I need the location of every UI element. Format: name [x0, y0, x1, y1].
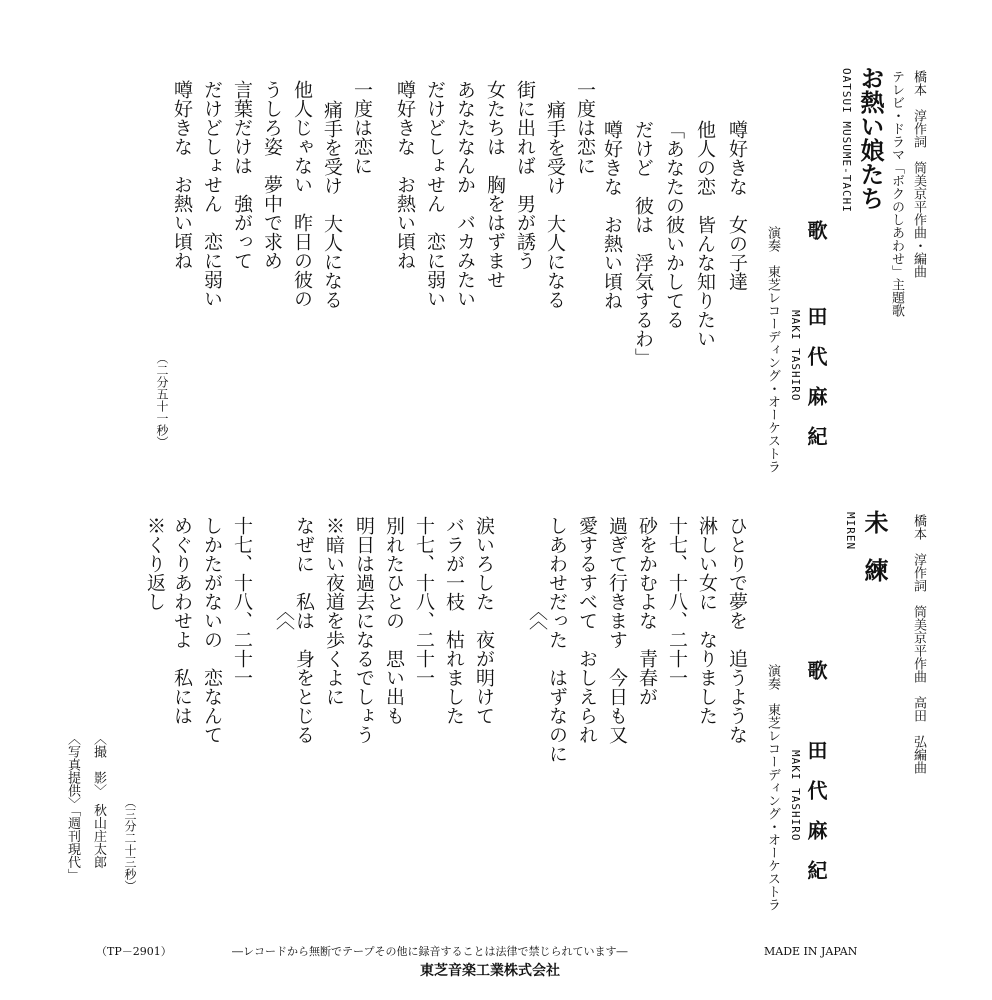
song1-lyric-line: うしろ姿 夢中で求め: [261, 80, 283, 270]
song2-lyric-line: 砂をかむよな 青春が: [636, 516, 658, 706]
song1-lyric-line: だけどしょせん 恋に弱い: [424, 80, 446, 308]
song2-repeat-mark: 〈〈: [526, 516, 548, 630]
song2-repeat-mark: 〈〈: [273, 516, 295, 630]
song1-orchestra: 演奏 東芝レコーディング・オーケストラ: [765, 226, 780, 473]
song2-lyric-line: 過ぎて行きます 今日も又: [606, 516, 628, 744]
song2-lyric-line: バラが一枝 枯れました: [443, 516, 465, 725]
song2-title: 未 練: [860, 510, 889, 582]
song1-lyric-line: 他人じゃない 昨日の彼の: [291, 80, 313, 308]
song2-lyric-line: 別れたひとの 思い出も: [383, 516, 405, 725]
song2-lyric-line: 涙いろした 夜が明けて: [473, 516, 495, 725]
song2-singer-name: 田 代 麻 紀: [804, 740, 828, 880]
song1-lyric-line: 女たちは 胸をはずませ: [484, 80, 506, 289]
song2-credit: 橋本 淳作詞 筒美京平作曲 高田 弘編曲: [911, 514, 926, 774]
song2-lyric-line: ※くり返し: [144, 516, 166, 611]
catalog-number: （TP－2901）: [96, 945, 172, 958]
photo-provider-credit: 〈写真提供〉「週刊現代」: [65, 732, 80, 882]
song1-lyric-line: 噂好きな お熱い頃ね: [394, 80, 416, 270]
song1-title: お熱い娘たち: [856, 66, 885, 210]
song1-singer-name: 田 代 麻 紀: [804, 306, 828, 446]
song1-singer-roman: MAKI TASHIRO: [789, 310, 802, 402]
song1-duration: （二分五十一秒）: [155, 352, 169, 448]
song2-orchestra: 演奏 東芝レコーディング・オーケストラ: [765, 664, 780, 911]
song1-lyric-line: 痛手を受け 大人になる: [321, 100, 343, 309]
company-name: 東芝音楽工業株式会社: [420, 963, 560, 979]
song2-lyric-line: なぜに 私は 身をとじる: [293, 516, 315, 744]
song1-singer-label: 歌: [804, 220, 828, 240]
song1-credit-line2: テレビ・ドラマ「ボクのしあわせ」主題歌: [889, 70, 904, 317]
song1-lyric-line: 一度は恋に: [351, 80, 373, 175]
song1-lyric-line: 街に出れば 男が誘う: [514, 80, 536, 270]
song2-lyric-line: 十七、十八、二十一: [413, 516, 435, 687]
song1-lyric-line: だけどしょせん 恋に弱い: [201, 80, 223, 308]
song2-lyric-line: ※暗い夜道を歩くよに: [323, 516, 345, 706]
song1-lyric-line: 噂好きな 女の子達: [726, 120, 748, 291]
song1-lyric-line: あなたなんか バカみたい: [454, 80, 476, 308]
song1-lyric-line: 痛手を受け 大人になる: [544, 100, 566, 309]
song1-lyric-line: 一度は恋に: [574, 80, 596, 175]
song2-lyric-line: 淋しい女に なりました: [696, 516, 718, 725]
song1-lyric-line: 「あなたの彼いかしてる: [663, 120, 685, 329]
song1-lyric-line: 噂好きな お熱い頃ね: [601, 120, 623, 310]
song2-lyric-line: 十七、十八、二十一: [231, 516, 253, 687]
copyright-notice: ―レコードから無断でテープその他に録音することは法律で禁じられています―: [232, 945, 628, 958]
song2-lyric-line: 十七、十八、二十一: [666, 516, 688, 687]
song2-lyric-line: 明日は過去になるでしょう: [353, 516, 375, 744]
song2-lyric-line: しかたがないの 恋なんて: [201, 516, 223, 744]
song2-lyric-line: ひとりで夢を 追うような: [726, 516, 748, 744]
song2-singer-roman: MAKI TASHIRO: [789, 750, 802, 842]
song1-lyric-line: 言葉だけは 強がって: [231, 80, 253, 270]
song1-lyric-line: だけど 彼は 浮気するわ」: [632, 120, 654, 367]
photographer-credit: 〈撮 影〉 秋山庄太郎: [91, 732, 106, 869]
song2-lyric-line: 愛するすべて おしえられ: [576, 516, 598, 744]
song2-title-roman: MIREN: [844, 512, 857, 551]
song2-duration: （三分二十三秒）: [123, 796, 137, 892]
song1-credit-line1: 橋本 淳作詞 筒美京平作曲・編曲: [911, 70, 926, 278]
song1-title-roman: OATSUI MUSUME-TACHI: [840, 68, 853, 213]
song2-lyric-line: めぐりあわせよ 私には: [171, 516, 193, 725]
song2-singer-label: 歌: [804, 660, 828, 680]
song2-lyric-line: しあわせだった はずなのに: [546, 516, 568, 763]
made-in-label: MADE IN JAPAN: [764, 945, 858, 958]
song1-lyric-line: 噂好きな お熱い頃ね: [171, 80, 193, 270]
song1-lyric-line: 他人の恋 皆んな知りたい: [694, 120, 716, 348]
